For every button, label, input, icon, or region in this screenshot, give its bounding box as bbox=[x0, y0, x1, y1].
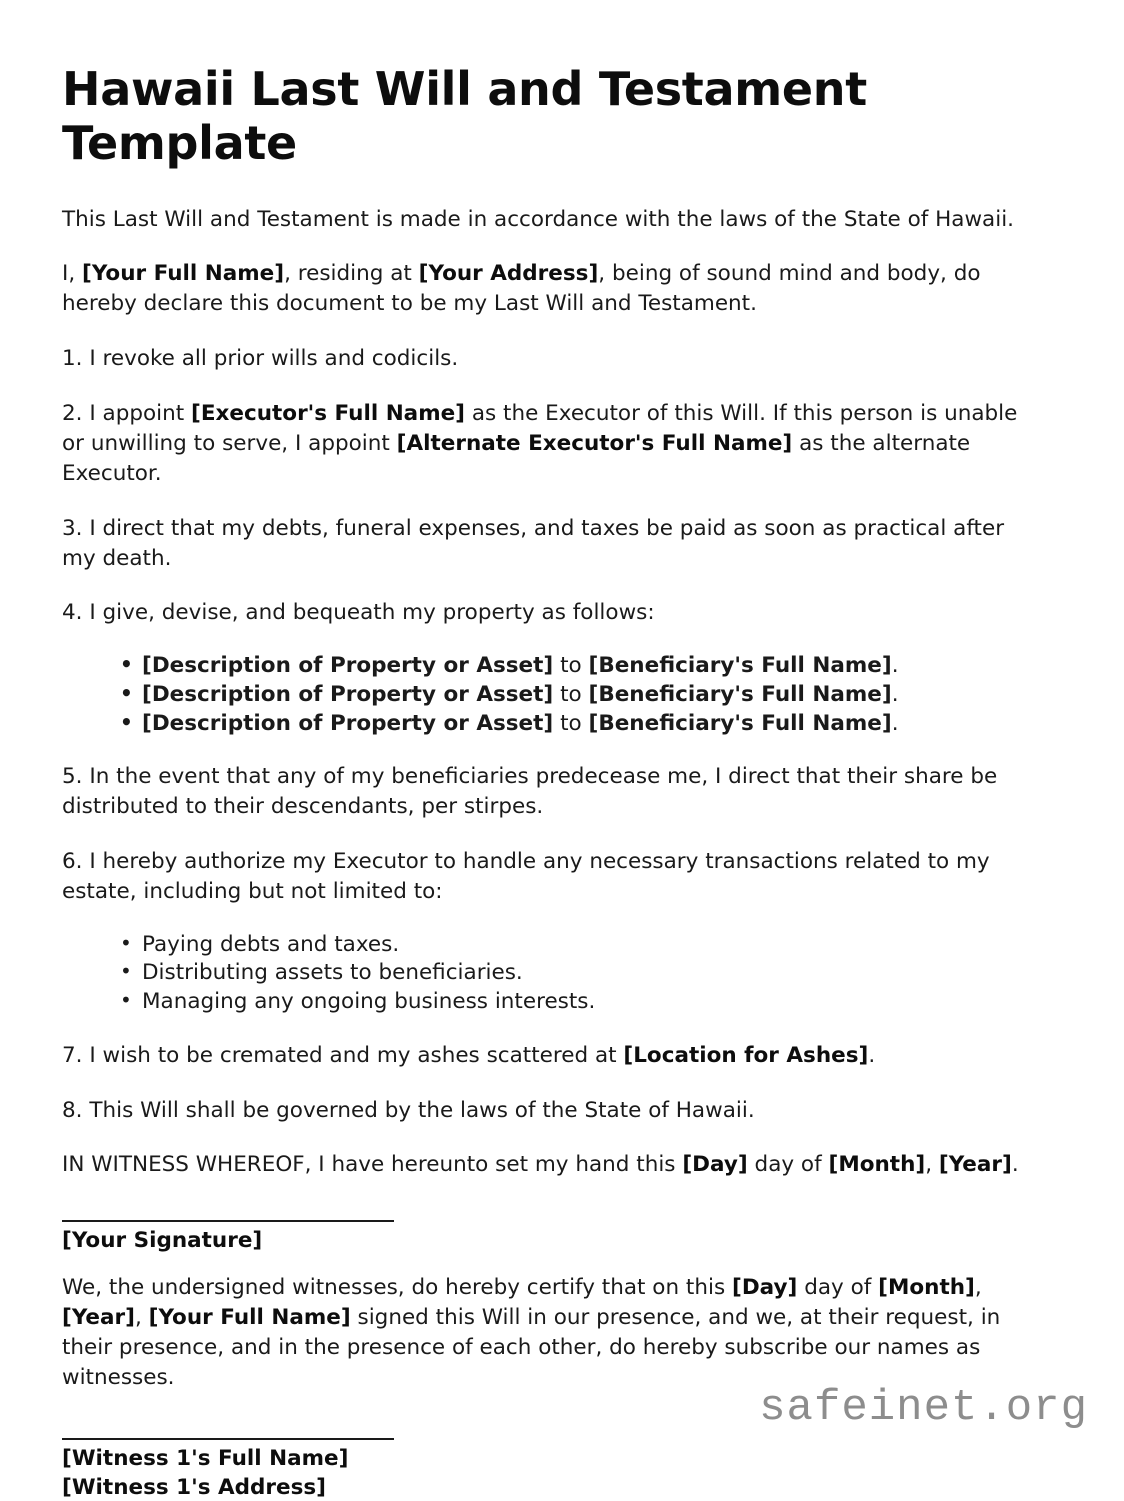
signature-label: [Your Signature] bbox=[62, 1228, 263, 1254]
your-address-placeholder: [Your Address] bbox=[418, 261, 599, 287]
attestation-tail: signed this Will in our presence, and we, at their request, in their presence, and in the presence of each other, do hereby subscribe our names as witnesses. bbox=[62, 1305, 1001, 1390]
witness-1-address-label: [Witness 1's Address] bbox=[62, 1474, 327, 1500]
bequest-connector: to bbox=[553, 681, 589, 707]
bequest-connector: to bbox=[553, 653, 589, 679]
attestation-lead: We, the undersigned witnesses, do hereby certify that on this bbox=[62, 1275, 732, 1301]
page-title: Hawaii Last Will and Testament Template bbox=[62, 62, 867, 171]
executor-powers-list bbox=[62, 932, 1062, 1016]
clause-2-lead: 2. I appoint bbox=[62, 401, 192, 427]
bequest-beneficiary-placeholder: [Beneficiary's Full Name] bbox=[588, 710, 892, 736]
watermark: safeinet.org bbox=[759, 1383, 1088, 1433]
clause-4-paragraph: 4. I give, devise, and bequeath my property as follows: bbox=[62, 600, 655, 626]
declaration-mid: , residing at bbox=[284, 261, 419, 287]
witness-whereof-lead: IN WITNESS WHEREOF, I have hereunto set my hand this bbox=[62, 1152, 683, 1178]
signature-line bbox=[62, 1220, 394, 1222]
list-item bbox=[120, 711, 1062, 738]
clause-5-paragraph: 5. In the event that any of my beneficiaries predecease me, I direct that their share be distributed to their descendants, per stirpes. bbox=[62, 764, 998, 820]
your-full-name-placeholder: [Your Full Name] bbox=[82, 261, 285, 287]
clause-8-paragraph: 8. This Will shall be governed by the laws of the State of Hawaii. bbox=[62, 1097, 755, 1123]
executor-name-placeholder: [Executor's Full Name] bbox=[191, 401, 466, 427]
attestation-sep-2: , bbox=[134, 1305, 149, 1331]
declaration-lead: I, bbox=[62, 261, 83, 287]
witness-whereof-paragraph bbox=[62, 1150, 1044, 1180]
signature-block bbox=[62, 1220, 1062, 1255]
list-item: • Paying debts and taxes. bbox=[120, 932, 1062, 959]
month-placeholder: [Month] bbox=[828, 1152, 926, 1178]
spacer bbox=[62, 1255, 1062, 1273]
month-placeholder: [Month] bbox=[878, 1275, 975, 1301]
day-placeholder: [Day] bbox=[682, 1152, 748, 1178]
bequest-period: . bbox=[891, 710, 899, 736]
bequest-period: . bbox=[891, 653, 899, 679]
clause-2-tail: as the alternate Executor. bbox=[62, 430, 971, 486]
witness-1-signature-line bbox=[62, 1438, 394, 1440]
attestation-mid: day of bbox=[797, 1275, 879, 1301]
bequest-period: . bbox=[891, 681, 899, 707]
year-placeholder: [Year] bbox=[62, 1305, 135, 1331]
clause-3-paragraph: 3. I direct that my debts, funeral expenses, and taxes be paid as soon as practical after my death. bbox=[62, 515, 1005, 571]
list-item: • Distributing assets to beneficiaries. bbox=[120, 960, 1062, 987]
clause-1-paragraph: 1. I revoke all prior wills and codicils. bbox=[62, 346, 459, 372]
witness-whereof-mid: day of bbox=[747, 1152, 829, 1178]
list-item bbox=[120, 653, 1062, 680]
witness-whereof-tail: . bbox=[1011, 1152, 1019, 1178]
attestation-sep-1: , bbox=[974, 1275, 982, 1301]
clause-6-paragraph: 6. I hereby authorize my Executor to handle any necessary transactions related to my estate, including but not limited to: bbox=[62, 849, 990, 904]
clause-2-mid: as the Executor of this Will. If this person is unable or unwilling to serve, I appoint bbox=[62, 401, 1018, 456]
bequest-list bbox=[62, 653, 1062, 737]
ashes-location-placeholder: [Location for Ashes] bbox=[623, 1042, 869, 1068]
bequest-asset-placeholder: [Description of Property or Asset] bbox=[142, 681, 554, 707]
bequest-connector: to bbox=[553, 710, 589, 736]
declaration-paragraph bbox=[62, 259, 1044, 319]
bequest-asset-placeholder: [Description of Property or Asset] bbox=[142, 710, 554, 736]
intro-paragraph: This Last Will and Testament is made in accordance with the laws of the State of Hawaii. bbox=[62, 206, 1015, 232]
alternate-executor-name-placeholder: [Alternate Executor's Full Name] bbox=[396, 430, 793, 456]
witness-whereof-sep: , bbox=[925, 1152, 939, 1178]
list-item: • Managing any ongoing business interests. bbox=[120, 989, 1062, 1016]
year-placeholder: [Year] bbox=[938, 1152, 1012, 1178]
day-placeholder: [Day] bbox=[732, 1275, 798, 1301]
list-item bbox=[120, 682, 1062, 709]
your-full-name-placeholder: [Your Full Name] bbox=[148, 1305, 351, 1331]
witness-1-name-label: [Witness 1's Full Name] bbox=[62, 1445, 349, 1471]
clause-7-paragraph bbox=[62, 1041, 1044, 1071]
clause-7-lead: 7. I wish to be cremated and my ashes scattered at bbox=[62, 1042, 624, 1068]
bequest-beneficiary-placeholder: [Beneficiary's Full Name] bbox=[588, 681, 892, 707]
bequest-asset-placeholder: [Description of Property or Asset] bbox=[142, 653, 554, 679]
attestation-paragraph bbox=[62, 1273, 1044, 1393]
declaration-tail: , being of sound mind and body, do hereby declare this document to be my Last Will and Testament. bbox=[62, 261, 981, 317]
bequest-beneficiary-placeholder: [Beneficiary's Full Name] bbox=[588, 653, 892, 679]
witness-1-block bbox=[62, 1438, 1062, 1501]
clause-2-paragraph bbox=[62, 399, 1044, 489]
clause-7-tail: . bbox=[868, 1042, 876, 1068]
